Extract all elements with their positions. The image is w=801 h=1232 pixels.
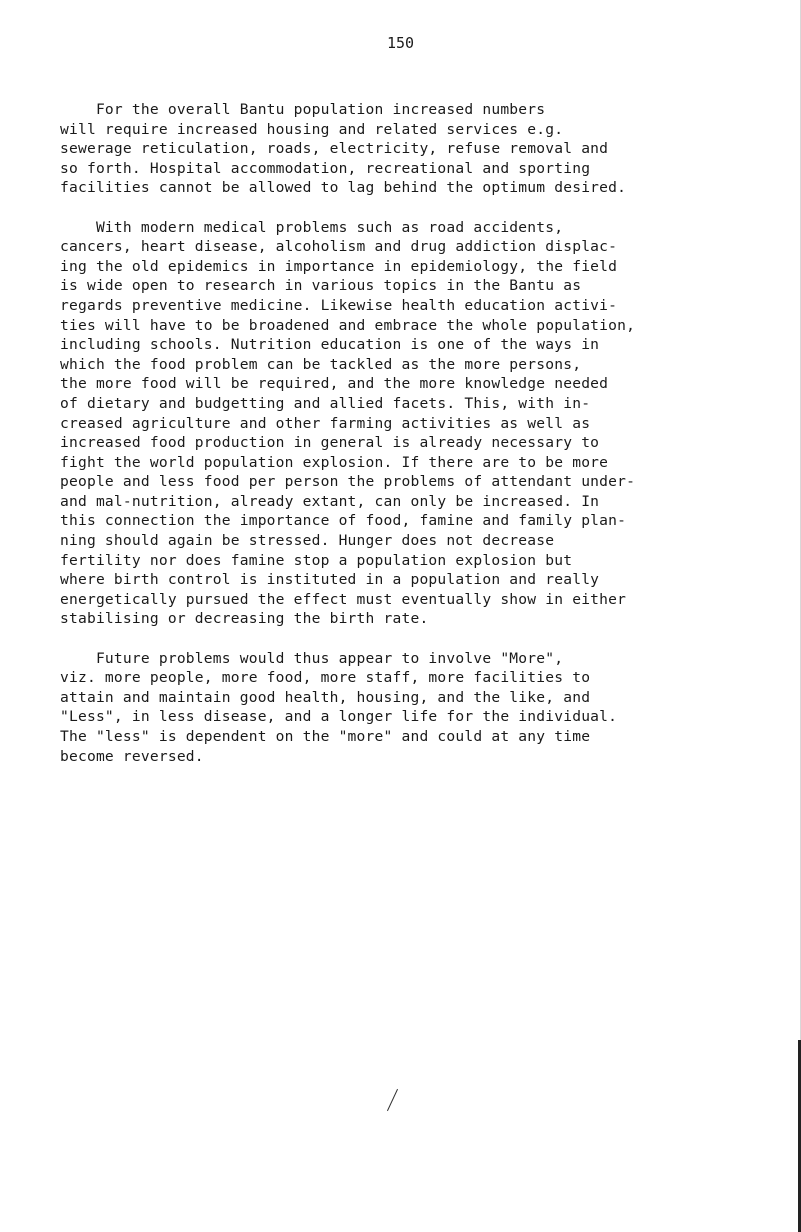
text-line: which the food problem can be tackled as the more persons, [60,355,582,373]
paragraph-gap [60,198,770,218]
text-line: and mal-nutrition, already extant, can only be increased. In [60,492,600,510]
text-line: the more food will be required, and the more knowledge needed [60,375,609,393]
text-line: viz. more people, more food, more staff, more facilities to [60,669,591,687]
paragraph-gap [60,629,770,649]
text-line: where birth control is instituted in a population and really [60,571,600,589]
text-line: energetically pursued the effect must eventually show in either [60,590,627,608]
text-line: fertility nor does famine stop a population explosion but [60,551,573,569]
text-line: creased agriculture and other farming activities as well as [60,414,591,432]
page-number: 150 [386,34,415,52]
text-line: "Less", in less disease, and a longer life for the individual. [60,708,618,726]
text-line: sewerage reticulation, roads, electricity, refuse removal and [60,140,609,158]
paragraph-2 [60,218,770,629]
text-line: attain and maintain good health, housing, and the like, and [60,688,591,706]
text-line: including schools. Nutrition education is one of the ways in [60,336,600,354]
text-line: Future problems would thus appear to involve "More", [60,649,564,667]
text-line: ning should again be stressed. Hunger does not decrease [60,532,555,550]
body-text [60,100,770,766]
text-line: this connection the importance of food, famine and family plan- [60,512,627,530]
text-line: fight the world population explosion. If there are to be more [60,453,609,471]
text-line: of dietary and budgetting and allied facets. This, with in- [60,394,591,412]
text-line: stabilising or decreasing the birth rate. [60,610,429,628]
text-line: For the overall Bantu population increased numbers [60,101,546,118]
text-line: cancers, heart disease, alcoholism and drug addiction displac- [60,238,618,256]
text-line: increased food production in general is already necessary to [60,434,600,452]
text-line: will require increased housing and related services e.g. [60,120,564,138]
text-line: The "less" is dependent on the "more" and could at any time [60,728,591,745]
text-line: ing the old epidemics in importance in epidemiology, the field [60,257,618,275]
text-line: become reversed. [60,747,204,765]
text-line: is wide open to research in various topics in the Bantu as [60,277,582,295]
paragraph-3 [60,649,770,767]
text-line: ties will have to be broadened and embrace the whole population, [60,316,636,334]
text-line: people and less food per person the problems of attendant under- [60,473,636,491]
pen-stroke-mark [387,1089,398,1111]
text-line: regards preventive medicine. Likewise health education activi- [60,296,618,314]
text-line: facilities cannot be allowed to lag behind the optimum desired. [60,179,627,197]
text-line: With modern medical problems such as road accidents, [60,218,564,236]
text-line: so forth. Hospital accommodation, recreational and sporting [60,159,591,177]
paragraph-1 [60,100,770,198]
